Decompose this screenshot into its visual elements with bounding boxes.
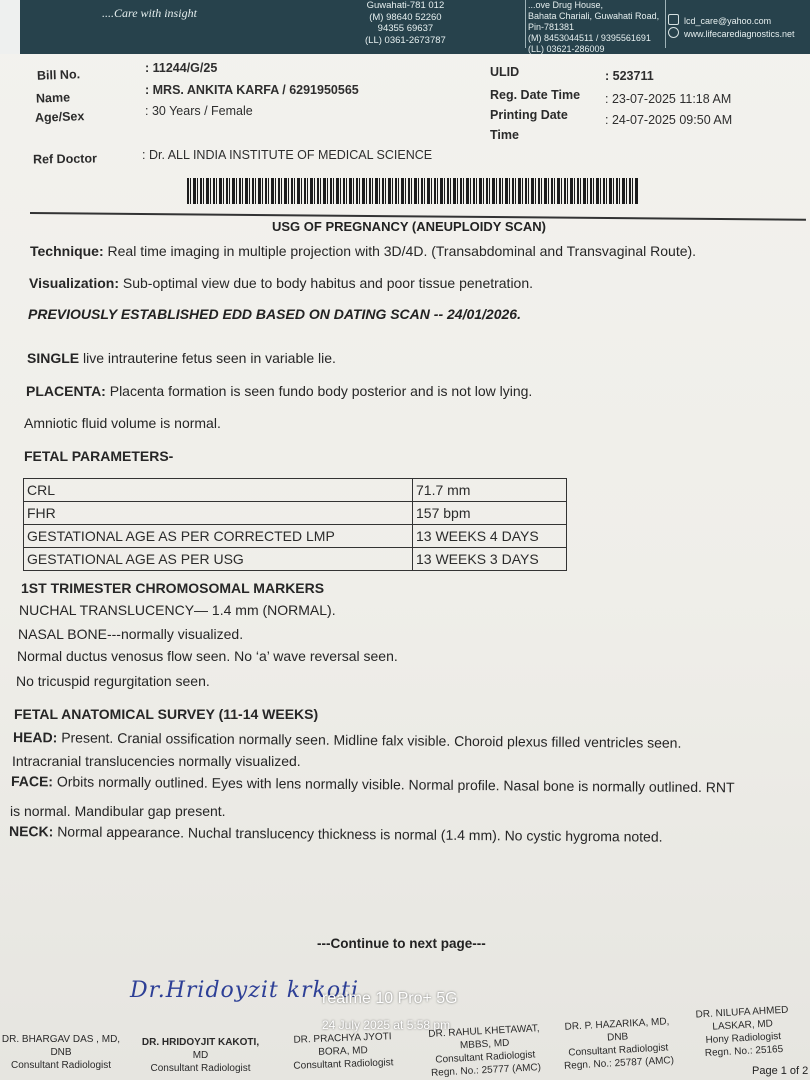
edd-line: PREVIOUSLY ESTABLISHED EDD BASED ON DATING SCAN -- 24/01/2026.: [28, 306, 521, 322]
doctor-role: Consultant Radiologist: [150, 1063, 251, 1074]
page-number: Page 1 of 2: [752, 1065, 809, 1077]
page-corner: [0, 0, 20, 54]
agesex-value: : 30 Years / Female: [145, 104, 253, 118]
param-value: 13 WEEKS 3 DAYS: [413, 548, 567, 571]
table-row: [24, 479, 567, 502]
visualization-line: [29, 275, 533, 291]
visualization-text: Sub-optimal view due to body habitus and poor tissue penetration.: [118, 275, 534, 291]
neck-label: NECK:: [8, 823, 54, 840]
address-line: ...ove Drug House,: [528, 0, 604, 10]
technique-label: Technique:: [30, 243, 104, 259]
camera-watermark-device: realme 10 Pro+ 5G: [322, 990, 458, 1007]
doctor-name: DR. RAHUL KHETAWAT,: [428, 1023, 540, 1040]
head-text: Present. Cranial ossification normally seen. Midline falx visible. Choroid plexus filled ventricles seen.: [57, 729, 682, 751]
table-row: [24, 525, 567, 548]
header-divider: [665, 0, 666, 48]
print-date-label: Printing Date: [490, 108, 568, 122]
doctor-role: Consultant Radiologist: [568, 1042, 669, 1059]
param-name: CRL: [24, 479, 413, 502]
param-value: 157 bpm: [413, 502, 567, 525]
single-label: SINGLE: [27, 350, 80, 366]
barcode: [187, 178, 639, 204]
doctor-name: DR. BHARGAV DAS , MD,: [1, 1034, 121, 1045]
continue-note: ---Continue to next page---: [317, 936, 486, 951]
doctor-regn: Regn. No.: 25165: [704, 1043, 784, 1060]
address-col-1: [365, 0, 446, 46]
doctor-card: [282, 1030, 403, 1073]
param-name: GESTATIONAL AGE AS PER USG: [24, 548, 413, 571]
param-value: 71.7 mm: [413, 479, 567, 502]
doctor-degree: MBBS, MD: [459, 1037, 510, 1052]
address-line: Guwahati-781 012: [366, 0, 445, 11]
report-title: USG OF PREGNANCY (ANEUPLOIDY SCAN): [272, 219, 546, 234]
address-line: 94355 69637: [377, 23, 434, 34]
fetal-parameters-table: [23, 478, 567, 571]
face-line-2: is normal. Mandibular gap present.: [10, 803, 226, 819]
technique-line: [30, 243, 696, 259]
doctor-name: DR. PRACHYA JYOTI: [293, 1031, 392, 1046]
amniotic-line: Amniotic fluid volume is normal.: [24, 415, 221, 431]
name-value: : MRS. ANKITA KARFA / 6291950565: [145, 83, 359, 97]
placenta-text: Placenta formation is seen fundo body posterior and is not low lying.: [105, 383, 533, 399]
address-line: (LL) 03621-286009: [528, 44, 605, 54]
email-icon: [668, 14, 679, 25]
address-line: (M) 98640 52260: [369, 11, 442, 23]
face-line: [11, 773, 735, 795]
param-value: 13 WEEKS 4 DAYS: [413, 525, 567, 548]
technique-text: Real time imaging in multiple projection with 3D/4D. (Transabdominal and Transvaginal Route).: [103, 243, 697, 259]
letterhead: [20, 0, 810, 54]
camera-watermark-datetime: 24 July 2025 at 5:58 pm: [322, 1018, 451, 1032]
doctor-name: DR. HRIDOYJIT KAKOTI,: [141, 1037, 260, 1048]
doctor-card: [133, 1036, 268, 1075]
ref-doctor-value: : Dr. ALL INDIA INSTITUTE OF MEDICAL SCIENCE: [142, 148, 433, 162]
ulid-value: : 523711: [605, 69, 654, 83]
address-line: (LL) 0361-2673787: [365, 34, 446, 46]
table-row: [24, 548, 567, 571]
address-line: (M) 8453044511 / 9395561691: [528, 33, 651, 43]
marker-line: NUCHAL TRANSLUCENCY— 1.4 mm (NORMAL).: [19, 602, 336, 618]
email-line: [668, 14, 795, 27]
website: www.lifecarediagnostics.net: [684, 29, 795, 39]
ulid-label: ULID: [490, 65, 520, 79]
address-line: Bahata Chariali, Guwahati Road,: [528, 11, 660, 21]
doctor-regn: Regn. No.: 25787 (AMC): [563, 1055, 675, 1072]
marker-line: Normal ductus venosus flow seen. No ‘a’ wave reversal seen.: [17, 648, 398, 664]
single-text: live intrauterine fetus seen in variable lie.: [79, 350, 336, 366]
visualization-label: Visualization:: [29, 275, 119, 291]
neck-text: Normal appearance. Nuchal translucency thickness is normal (1.4 mm). No cystic hygroma noted.: [53, 823, 663, 845]
placenta-line: [26, 383, 532, 399]
face-label: FACE:: [10, 773, 54, 790]
reg-date-value: : 23-07-2025 11:18 AM: [605, 92, 732, 106]
globe-icon: [668, 27, 679, 38]
doctor-degree: MD: [192, 1050, 209, 1061]
doctor-degree: DNB: [606, 1031, 629, 1044]
doctor-card: [692, 1003, 795, 1060]
address-line: Pin-781381: [528, 22, 575, 32]
doctor-role: Hony Radiologist: [705, 1031, 782, 1046]
doctor-name: DR. NILUFA AHMED: [695, 1004, 789, 1021]
bill-no-value: : 11244/G/25: [145, 61, 218, 75]
neck-line: [9, 823, 663, 845]
head-line-2: Intracranial translucencies normally visualized.: [12, 753, 301, 769]
print-date-value: : 24-07-2025 09:50 AM: [605, 113, 733, 127]
website-line: [668, 27, 795, 40]
handwritten-signature: Dr.Hridoyzit krkoti: [130, 978, 359, 1003]
doctor-card: [557, 1015, 680, 1073]
tagline: ....Care with insight: [102, 6, 197, 20]
single-line: [27, 350, 336, 366]
ref-doctor-label: Ref Doctor: [32, 151, 98, 167]
markers-heading: 1ST TRIMESTER CHROMOSOMAL MARKERS: [21, 580, 325, 596]
marker-line: NASAL BONE---normally visualized.: [18, 626, 244, 642]
doctor-role: Consultant Radiologist: [293, 1057, 394, 1072]
address-col-2: [528, 0, 659, 55]
email: lcd_care@yahoo.com: [684, 16, 772, 26]
doctor-card: [0, 1033, 122, 1072]
doctor-degree: LASKAR, MD: [712, 1018, 774, 1033]
survey-heading: FETAL ANATOMICAL SURVEY (11-14 WEEKS): [14, 706, 319, 722]
fetal-parameters-heading: FETAL PARAMETERS-: [24, 448, 174, 464]
doctor-degree: DNB: [50, 1047, 72, 1058]
reg-date-label: Reg. Date Time: [490, 88, 581, 102]
param-name: GESTATIONAL AGE AS PER CORRECTED LMP: [24, 525, 413, 548]
agesex-label: Age/Sex: [34, 109, 85, 125]
name-label: Name: [35, 90, 71, 106]
placenta-label: PLACENTA:: [26, 383, 106, 399]
doctor-role: Consultant Radiologist: [435, 1049, 536, 1066]
marker-line: No tricuspid regurgitation seen.: [16, 673, 210, 689]
table-row: [24, 502, 567, 525]
bill-no-label: Bill No.: [36, 67, 81, 83]
header-divider: [525, 0, 526, 48]
doctor-regn: Regn. No.: 25777 (AMC): [430, 1062, 542, 1079]
face-text: Orbits normally outlined. Eyes with lens normally visible. Normal profile. Nasal bone is normally outlined. RNT: [52, 773, 735, 796]
doctor-name: DR. P. HAZARIKA, MD,: [564, 1016, 670, 1033]
head-label: HEAD:: [12, 729, 58, 746]
contact-col: [668, 14, 795, 40]
head-line: [13, 729, 682, 751]
doctor-role: Consultant Radiologist: [10, 1060, 112, 1071]
param-name: FHR: [24, 502, 413, 525]
print-time-label: Time: [490, 128, 519, 142]
doctor-degree: BORA, MD: [318, 1045, 368, 1058]
